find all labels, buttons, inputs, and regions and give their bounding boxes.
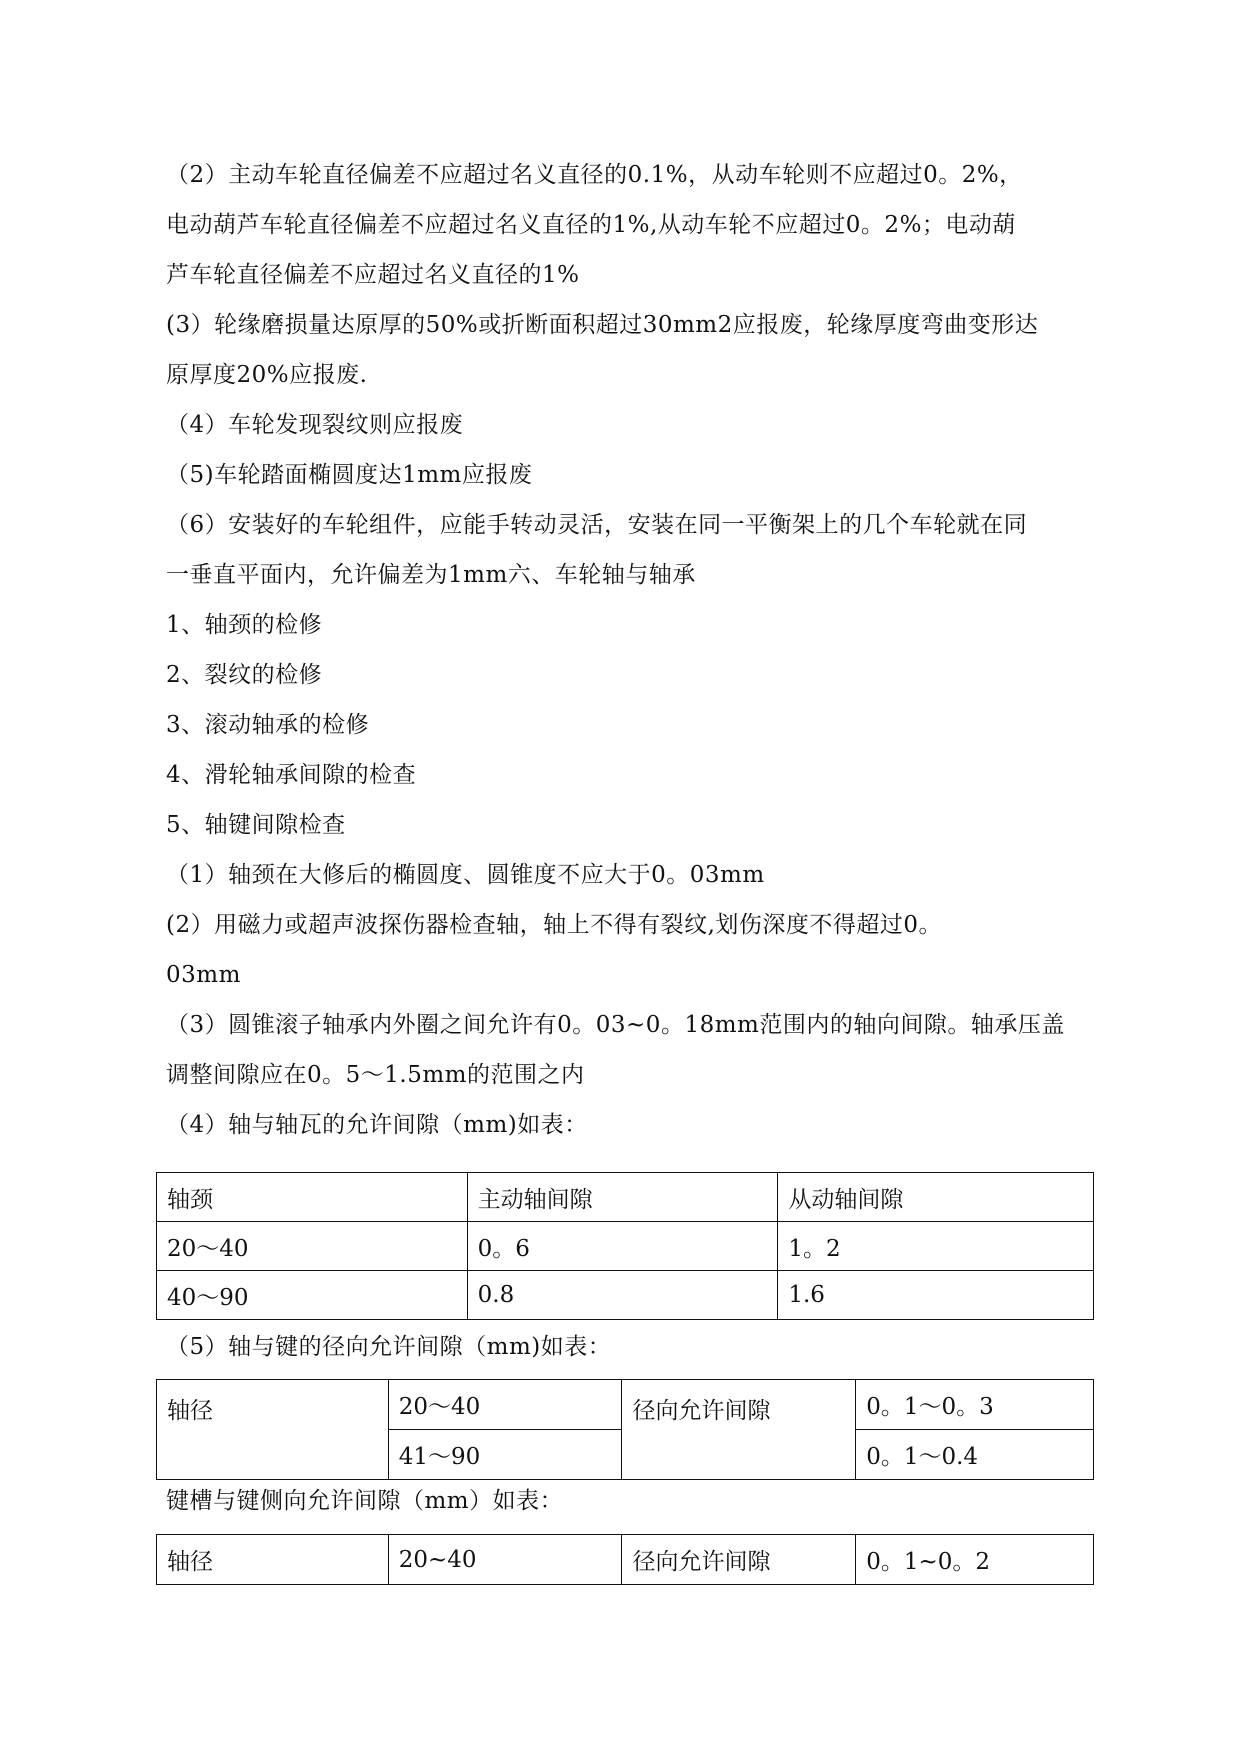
paragraph-line: (3）轮缘磨损量达原厚的50%或折断面积超过30mm2应报废，轮缘厚度弯曲变形达 bbox=[166, 312, 1039, 338]
paragraph-line: 调整间隙应在0。5～1.5mm的范围之内 bbox=[166, 1062, 585, 1088]
table-cell: 1.6 bbox=[778, 1271, 1094, 1320]
table-row bbox=[157, 1380, 1094, 1430]
keyway-side-clearance-table bbox=[156, 1534, 1094, 1585]
paragraph-line: 芦车轮直径偏差不应超过名义直径的1% bbox=[166, 262, 580, 288]
shaft-key-radial-clearance-table bbox=[156, 1379, 1094, 1480]
paragraph-line: 3、滚动轴承的检修 bbox=[166, 712, 370, 738]
shaft-bushing-clearance-table bbox=[156, 1172, 1094, 1320]
table-cell: 0。1～0.4 bbox=[856, 1430, 1094, 1480]
table-caption: 键槽与键侧向允许间隙（mm）如表： bbox=[166, 1488, 564, 1514]
paragraph-line: 2、裂纹的检修 bbox=[166, 662, 323, 688]
table-row bbox=[157, 1535, 1094, 1585]
table-cell: 径向允许间隙 bbox=[622, 1380, 856, 1480]
paragraph-line: （6）安装好的车轮组件，应能手转动灵活，安装在同一平衡架上的几个车轮就在同 bbox=[166, 512, 1028, 538]
paragraph-line: (2）用磁力或超声波探伤器检查轴，轴上不得有裂纹,划伤深度不得超过0。 bbox=[166, 912, 943, 938]
paragraph-line: 原厚度20%应报废. bbox=[166, 362, 368, 388]
table-cell: 径向允许间隙 bbox=[622, 1535, 856, 1585]
paragraph-line: （1）轴颈在大修后的椭圆度、圆锥度不应大于0。03mm bbox=[166, 862, 765, 888]
table-cell: 20~40 bbox=[388, 1535, 622, 1585]
paragraph-line: 03mm bbox=[166, 962, 241, 988]
table-cell: 20～40 bbox=[388, 1380, 622, 1430]
table-cell: 40～90 bbox=[157, 1271, 468, 1320]
paragraph-line: （4）车轮发现裂纹则应报废 bbox=[166, 412, 464, 438]
paragraph-line: （3）圆锥滚子轴承内外圈之间允许有0。03~0。18mm范围内的轴向间隙。轴承压盖 bbox=[166, 1012, 1065, 1038]
table-caption: （5）轴与键的径向允许间隙（mm)如表： bbox=[166, 1334, 612, 1360]
paragraph-line: （4）轴与轴瓦的允许间隙（mm)如表： bbox=[166, 1112, 588, 1138]
table-cell: 1。2 bbox=[778, 1222, 1094, 1271]
table-cell: 0.8 bbox=[467, 1271, 778, 1320]
table-cell: 轴径 bbox=[157, 1380, 389, 1480]
table-cell: 20～40 bbox=[157, 1222, 468, 1271]
table-header-row bbox=[157, 1173, 1094, 1222]
table-row bbox=[157, 1222, 1094, 1271]
table-cell: 41～90 bbox=[388, 1430, 622, 1480]
table-cell: 0。1~0。2 bbox=[856, 1535, 1094, 1585]
paragraph-line: （5)车轮踏面椭圆度达1mm应报废 bbox=[166, 462, 533, 488]
table-cell: 轴径 bbox=[157, 1535, 389, 1585]
table-row bbox=[157, 1271, 1094, 1320]
table-cell: 0。1～0。3 bbox=[856, 1380, 1094, 1430]
table-cell: 0。6 bbox=[467, 1222, 778, 1271]
paragraph-line: 一垂直平面内，允许偏差为1mm六、车轮轴与轴承 bbox=[166, 562, 696, 588]
paragraph-line: （2）主动车轮直径偏差不应超过名义直径的0.1%，从动车轮则不应超过0。2%， bbox=[166, 162, 1023, 188]
table-cell: 轴颈 bbox=[157, 1173, 468, 1222]
paragraph-line: 5、轴键间隙检查 bbox=[166, 812, 346, 838]
table-cell: 从动轴间隙 bbox=[778, 1173, 1094, 1222]
table-cell: 主动轴间隙 bbox=[467, 1173, 778, 1222]
paragraph-line: 电动葫芦车轮直径偏差不应超过名义直径的1%,从动车轮不应超过0。2%；电动葫 bbox=[166, 212, 1016, 238]
paragraph-line: 4、滑轮轴承间隙的检查 bbox=[166, 762, 417, 788]
paragraph-line: 1、轴颈的检修 bbox=[166, 612, 323, 638]
